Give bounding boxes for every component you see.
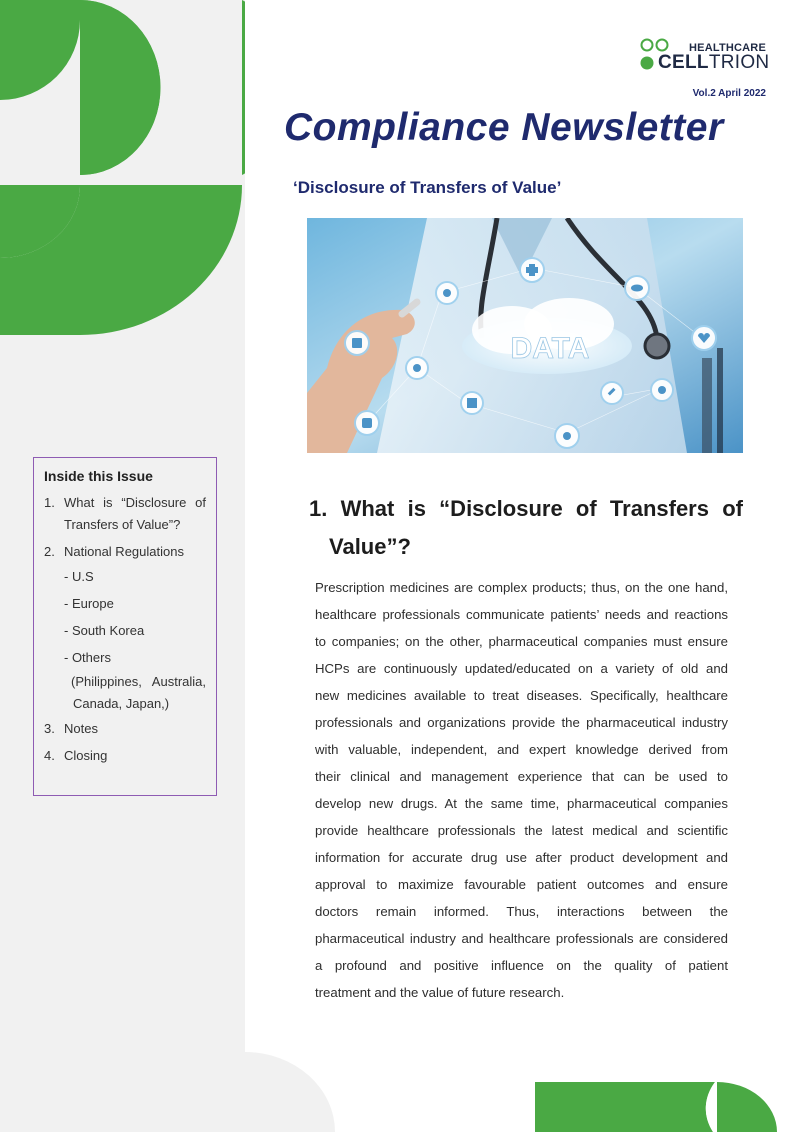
toc-others-line: (Philippines, Australia,: [71, 674, 206, 689]
body-line: develop new drugs. At the same time, pharmaceutical companies: [315, 796, 728, 811]
body-line: healthcare professionals communicate patients’ needs and reactions: [315, 607, 728, 622]
toc-item-label: National Regulations: [64, 544, 184, 559]
green-bottom-decoration: [535, 1082, 800, 1132]
toc-others-line: Canada, Japan,): [73, 696, 170, 711]
hero-data-label: DATA: [510, 332, 590, 365]
logo-healthcare-text: HEALTHCARE: [689, 42, 766, 54]
body-line: pharmaceutical industry and healthcare professionals are considered: [315, 931, 728, 946]
body-line: doctors remain informed. Thus, interactions between the: [315, 904, 728, 919]
section-body: [315, 574, 728, 1006]
toc-item-notes: [44, 715, 206, 742]
toc-title: Inside this Issue: [44, 468, 153, 484]
toc-others-countries: [44, 671, 206, 715]
toc-item-number: 4.: [44, 748, 55, 763]
body-line: a profound and positive influence on the quality of patient: [315, 958, 728, 973]
toc-item-number: 2.: [44, 544, 55, 559]
body-line: HCPs are continuously updated/educated on a variety of old and: [315, 661, 728, 676]
inside-this-issue-box: [33, 457, 217, 796]
section-heading-line: 1. What is “Disclosure of Transfers of: [309, 496, 743, 521]
deco-shape-7: [80, 185, 242, 335]
body-line: provide healthcare professionals the latest medical and scientific: [315, 823, 728, 838]
toc-item-national-regulations: [44, 541, 206, 563]
toc-item-label: Notes: [64, 721, 98, 736]
newsletter-title: Compliance Newsletter: [284, 106, 724, 149]
hero-illustration: [307, 218, 743, 453]
celltrion-healthcare-logo: [640, 38, 770, 74]
toc-subitem-south-korea: - South Korea: [64, 623, 145, 638]
deco-shape-1: [0, 0, 80, 100]
toc-item-number: 1.: [44, 495, 55, 510]
logo-celltrion-text: CELLTRION: [658, 52, 770, 73]
body-line: with valuable, independent, and expert knowledge derived from: [315, 742, 728, 757]
body-line: approval to maximize favourable patient outcomes and ensure: [315, 877, 728, 892]
deco-bottom-shape-1: [535, 1082, 715, 1132]
toc-subitem-us: - U.S: [64, 569, 94, 584]
toc-item-label: What is “Disclosure of: [64, 495, 206, 510]
green-geometric-decoration: [0, 0, 245, 335]
deco-shape-3: [80, 0, 160, 175]
deco-shape-4: [165, 0, 245, 175]
section-heading-line: Value”?: [329, 534, 411, 559]
toc-subitem-europe: - Europe: [64, 596, 114, 611]
section-heading: [309, 490, 743, 566]
hero-image: [307, 218, 743, 453]
toc-item-number: 3.: [44, 721, 55, 736]
body-line: Prescription medicines are complex products; thus, on the one hand,: [315, 580, 728, 595]
toc-item-what-is-disclosure: [44, 492, 206, 536]
toc-item-label: Closing: [64, 748, 108, 763]
body-line: their clinical and management experience that can be used to: [315, 769, 728, 784]
toc-item-label: Transfers of Value”?: [64, 517, 181, 532]
body-line: information for accurate drug use after product development and: [315, 850, 728, 865]
body-line: professionals and organizations provide the pharmaceutical industry: [315, 715, 728, 730]
newsletter-subtitle: ‘Disclosure of Transfers of Value’: [293, 178, 562, 197]
toc-subitem-others: - Others: [64, 650, 111, 665]
issue-label: Vol.2 April 2022: [692, 88, 766, 99]
body-line: new medicines available to treat diseases. Specifically, healthcare: [315, 688, 728, 703]
toc-item-closing: [44, 742, 206, 769]
body-line: treatment and the value of future research.: [315, 985, 565, 1000]
body-line: to companies; on the other, pharmaceutical companies must ensure: [315, 634, 728, 649]
bottom-curve-decoration: [245, 1052, 335, 1132]
